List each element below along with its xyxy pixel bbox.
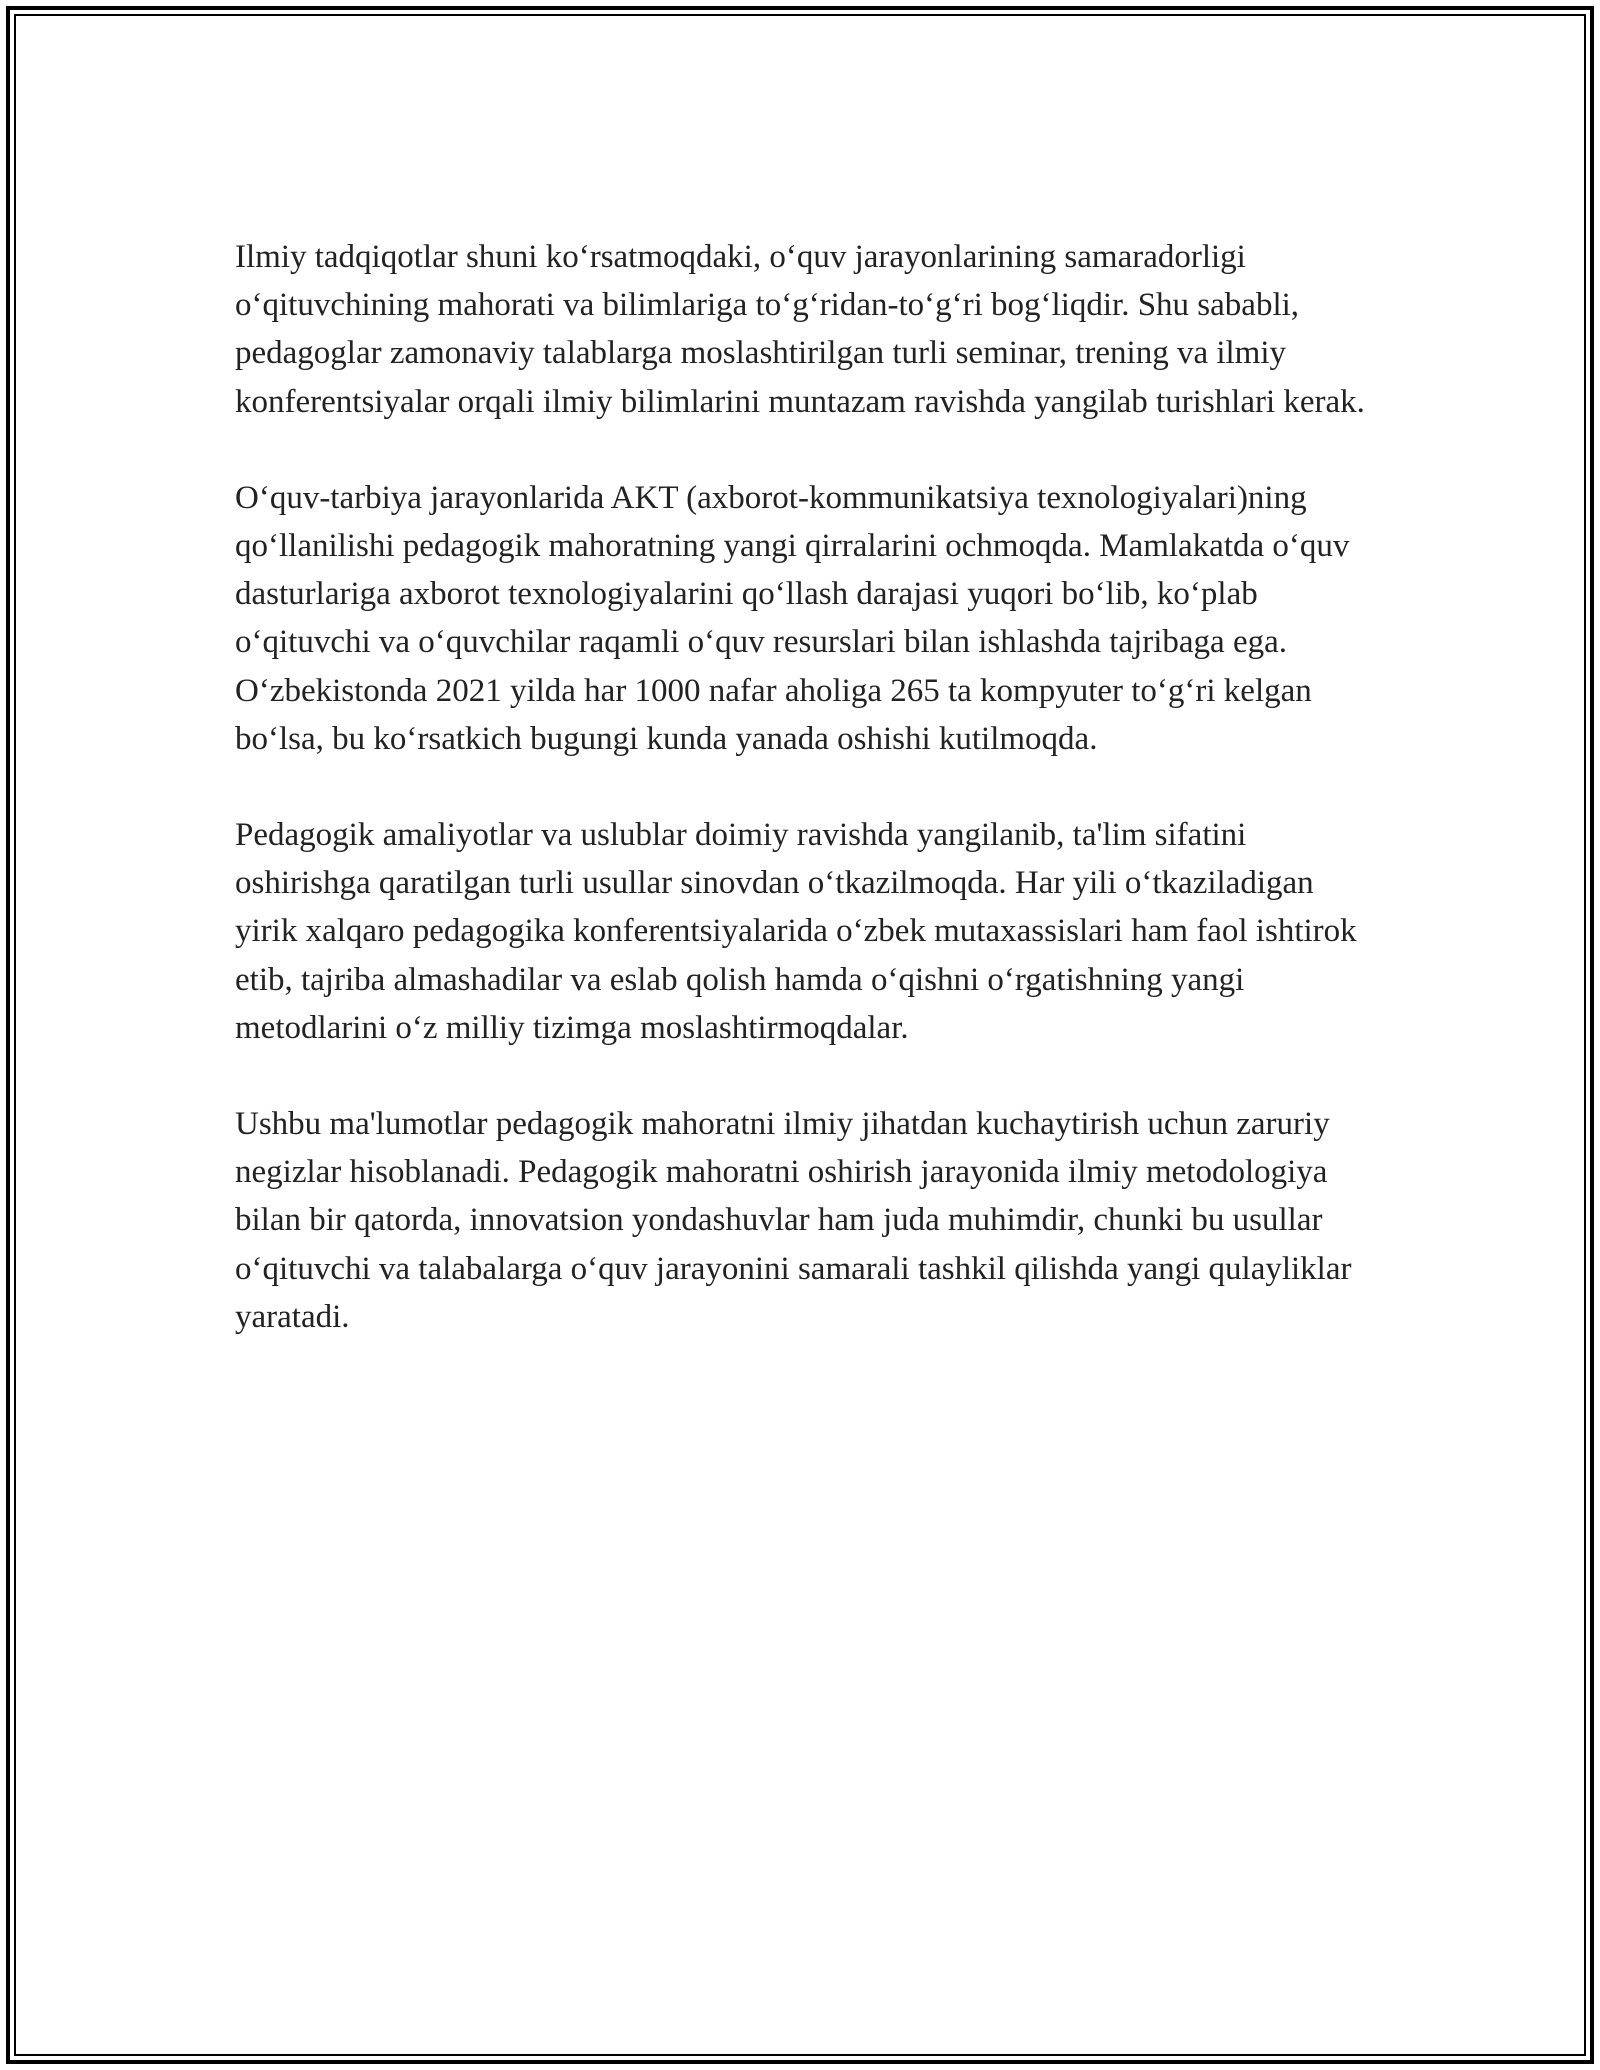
paragraph-2: Oʻquv-tarbiya jarayonlarida AKT (axborot-kommunikatsiya texnologiyalari)ning qoʻllanilishi pedagogik mahoratning yangi qirralarini ochmoqda. Mamlakatda oʻquv dasturlariga axborot texnologiyalarini qoʻllash darajasi yuqori boʻlib, koʻplab oʻqituvchi va oʻquvchilar raqamli oʻquv resurslari bilan ishlashda tajribaga ega. Oʻzbekistonda 2021 yilda har 1000 nafar aholiga 265 ta kompyuter toʻgʻri kelgan boʻlsa, bu koʻrsatkich bugungi kunda yanada oshishi kutilmoqda. <box>235 479 1350 757</box>
document-body <box>235 233 1370 1389</box>
paragraph-3: Pedagogik amaliyotlar va uslublar doimiy ravishda yangilanib, ta'lim sifatini oshirishga qaratilgan turli usullar sinovdan oʻtkazilmoqda. Har yili oʻtkaziladigan yirik xalqaro pedagogika konferentsiyalarida oʻzbek mutaxassislari ham faol ishtirok etib, tajriba almashadilar va eslab qolish hamda oʻqishni oʻrgatishning yangi metodlarini oʻz milliy tizimga moslashtirmoqdalar. <box>235 817 1357 1046</box>
paragraph-4: Ushbu ma'lumotlar pedagogik mahoratni ilmiy jihatdan kuchaytirish uchun zaruriy negizlar hisoblanadi. Pedagogik mahoratni oshirish jarayonida ilmiy metodologiya bilan bir qatorda, innovatsion yondashuvlar ham juda muhimdir, chunki bu usullar oʻqituvchi va talabalarga oʻquv jarayonini samarali tashkil qilishda yangi qulayliklar yaratadi. <box>235 1106 1352 1335</box>
paragraph-1: Ilmiy tadqiqotlar shuni koʻrsatmoqdaki, oʻquv jarayonlarining samaradorligi oʻqituvchining mahorati va bilimlariga toʻgʻridan-toʻgʻri bogʻliqdir. Shu sababli, pedagoglar zamonaviy talablarga moslashtirilgan turli seminar, trening va ilmiy konferentsiyalar orqali ilmiy bilimlarini muntazam ravishda yangilab turishlari kerak. <box>235 239 1365 420</box>
